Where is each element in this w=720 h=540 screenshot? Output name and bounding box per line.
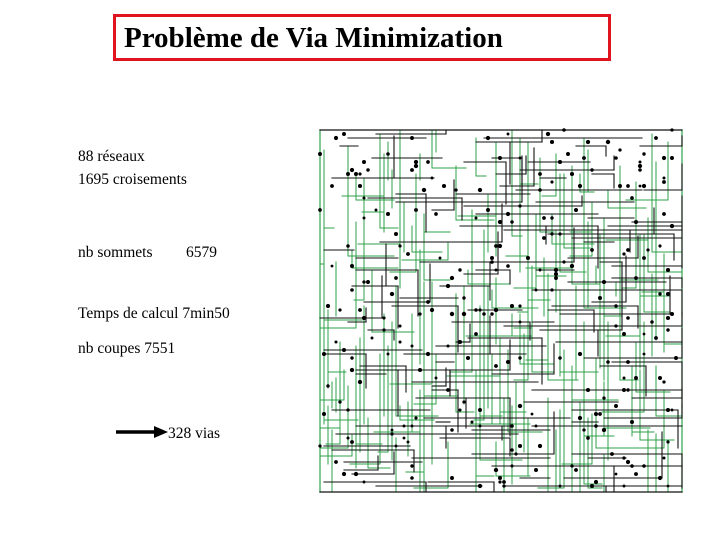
title-box	[113, 14, 611, 61]
vertices-label: nb sommets	[78, 244, 153, 261]
vertices-value: 6579	[186, 244, 217, 261]
networks-count: 88 réseaux	[78, 148, 145, 165]
compute-time: Temps de calcul 7min50	[78, 305, 230, 322]
vias-result: 328 vias	[168, 425, 221, 442]
slide-title: Problème de Via Minimization	[124, 22, 503, 54]
cuts-count: nb coupes 7551	[78, 340, 176, 357]
result-arrow-icon	[116, 424, 168, 440]
crossings-count: 1695 croisements	[78, 171, 187, 188]
routing-layout-figure	[318, 128, 684, 494]
